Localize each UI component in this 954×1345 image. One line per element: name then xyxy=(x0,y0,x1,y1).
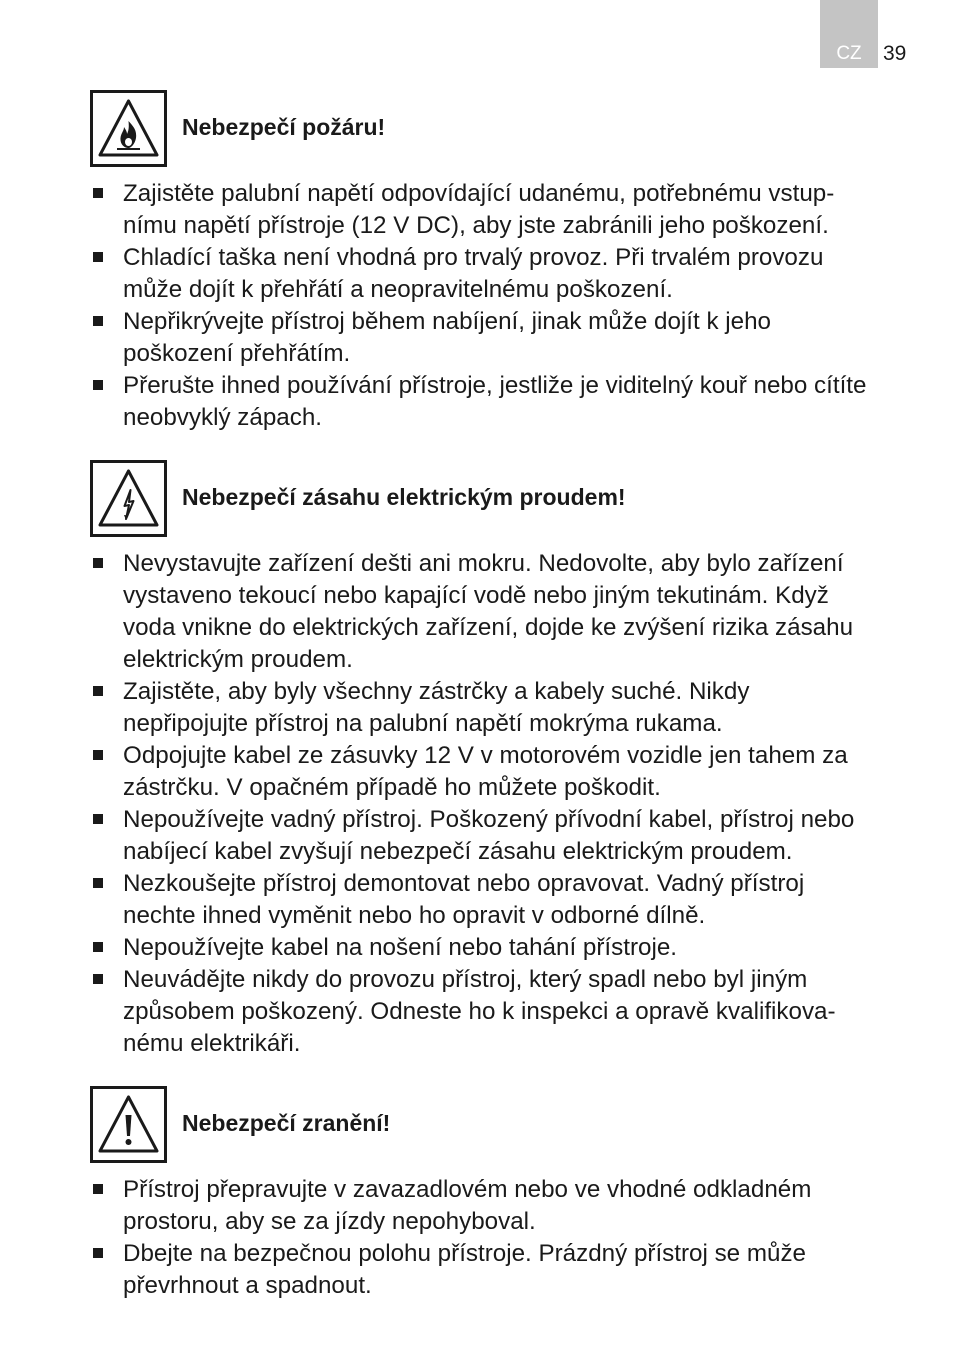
section-electric-shock-hazard xyxy=(90,460,920,1060)
list-item-text: Nepoužívejte kabel na nošení nebo tahání přístroje. xyxy=(123,934,677,961)
list-item-text: Odpojujte kabel ze zásuvky 12 V v motorovém vozidle jen tahem za zástrčku. V opačném případě ho můžete poškodit. xyxy=(123,742,848,801)
list-item xyxy=(90,548,920,676)
bullet-square-icon xyxy=(93,750,103,760)
bullet-list xyxy=(90,1174,920,1302)
list-item xyxy=(90,804,920,868)
section-fire-hazard xyxy=(90,90,920,434)
bullet-square-icon xyxy=(93,1184,103,1194)
list-item xyxy=(90,932,920,964)
list-item xyxy=(90,1174,920,1238)
bullet-square-icon xyxy=(93,1248,103,1258)
list-item-text: Nevystavujte zařízení dešti ani mokru. Nedovolte, aby bylo zařízení vystaveno tekoucí nebo kapající vodě nebo jiným tekutinám. Když voda vnikne do elektrických zařízení, dojde ke zvýšení rizika zásahu elektrickým proudem. xyxy=(123,550,854,673)
list-item xyxy=(90,868,920,932)
general-warning-icon xyxy=(90,1086,167,1163)
bullet-square-icon xyxy=(93,814,103,824)
bullet-square-icon xyxy=(93,942,103,952)
list-item xyxy=(90,1238,920,1302)
bullet-square-icon xyxy=(93,380,103,390)
section-title: Nebezpečí zásahu elektrickým proudem! xyxy=(182,484,626,510)
bullet-square-icon xyxy=(93,878,103,888)
list-item-text: Chladící taška není vhodná pro trvalý provoz. Při trvalém provozu může dojít k přehřátí a neopravitelnému poškození. xyxy=(123,244,824,303)
list-item xyxy=(90,740,920,804)
bullet-list xyxy=(90,548,920,1060)
list-item-text: Zajistěte palubní napětí odpovídající udanému, potřebnému vstup- nímu napětí přístroje (12 V DC), aby jste zabránili jeho poškození. xyxy=(123,180,835,239)
list-item xyxy=(90,370,920,434)
list-item-text: Nezkoušejte přístroj demontovat nebo opravovat. Vadný přístroj nechte ihned vyměnit nebo ho opravit v odborné dílně. xyxy=(123,870,805,929)
list-item-text: Nepoužívejte vadný přístroj. Poškozený přívodní kabel, přístroj nebo nabíjecí kabel zvyšují nebezpečí zásahu elektrickým proudem. xyxy=(123,806,855,865)
list-item xyxy=(90,676,920,740)
page-number: 39 xyxy=(883,42,907,65)
list-item xyxy=(90,306,920,370)
bullet-list xyxy=(90,178,920,434)
fire-warning-icon xyxy=(90,90,167,167)
bullet-square-icon xyxy=(93,974,103,984)
language-label: CZ xyxy=(836,43,862,64)
list-item-text: Dbejte na bezpečnou polohu přístroje. Prázdný přístroj se může převrhnout a spadnout. xyxy=(123,1240,807,1299)
bullet-square-icon xyxy=(93,558,103,568)
list-item-text: Přerušte ihned používání přístroje, jestliže je viditelný kouř nebo cítíte neobvyklý zápach. xyxy=(123,372,867,431)
section-title: Nebezpečí požáru! xyxy=(182,114,386,140)
section-title: Nebezpečí zranění! xyxy=(182,1110,391,1136)
list-item-text: Nepřikrývejte přístroj během nabíjení, jinak může dojít k jeho poškození přehřátím. xyxy=(123,308,771,367)
list-item xyxy=(90,964,920,1060)
list-item-text: Přístroj přepravujte v zavazadlovém nebo ve vhodné odkladném prostoru, aby se za jízdy nepohyboval. xyxy=(123,1176,812,1235)
list-item-text: Zajistěte, aby byly všechny zástrčky a kabely suché. Nikdy nepřipojujte přístroj na palubní napětí mokrýma rukama. xyxy=(123,678,750,737)
section-injury-hazard xyxy=(90,1086,920,1302)
language-tab xyxy=(820,0,878,68)
bullet-square-icon xyxy=(93,252,103,262)
list-item-text: Neuvádějte nikdy do provozu přístroj, který spadl nebo byl jiným způsobem poškozený. Odneste ho k inspekci a opravě kvalifikova- nému elektrikáři. xyxy=(123,966,836,1057)
bullet-square-icon xyxy=(93,686,103,696)
list-item xyxy=(90,178,920,242)
list-item xyxy=(90,242,920,306)
bullet-square-icon xyxy=(93,188,103,198)
electric-shock-warning-icon xyxy=(90,460,167,537)
bullet-square-icon xyxy=(93,316,103,326)
